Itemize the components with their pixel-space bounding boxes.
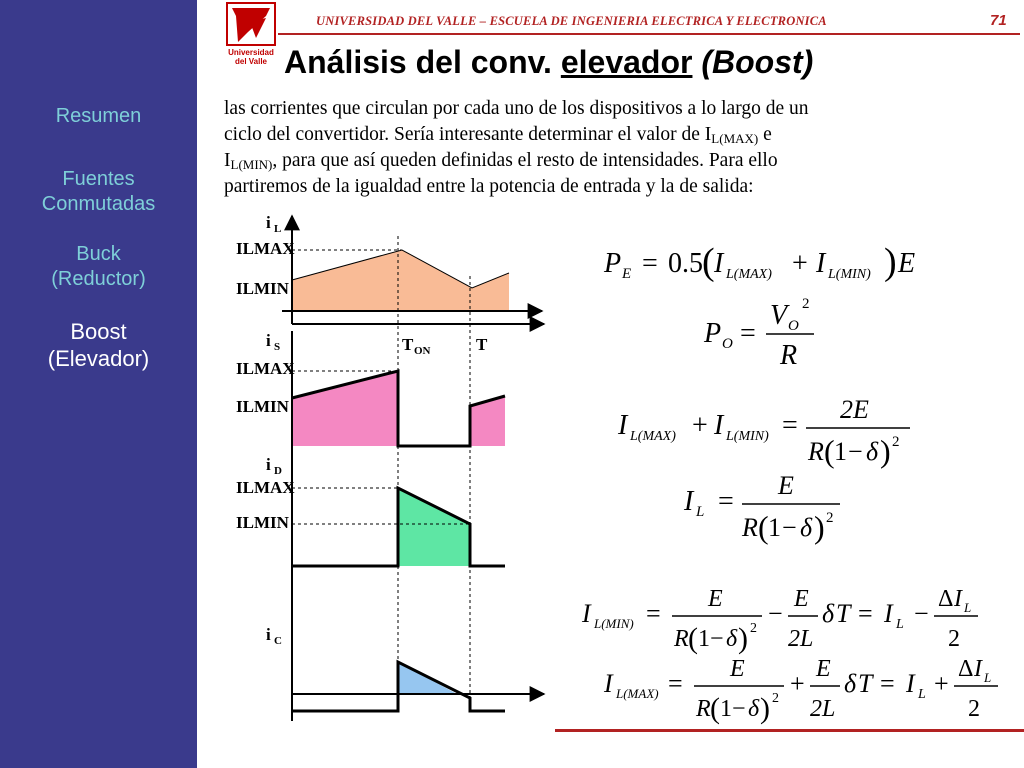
body-line3-start: I [224,150,231,171]
eq4-eq: = [718,486,734,517]
il-label: i [266,213,271,232]
slide-number: 71 [990,12,1007,29]
waveform-diagram [222,206,552,726]
il-ilmin-label: ILMIN [236,279,289,298]
body-paragraph [224,96,1000,200]
eq6-eq1: = [668,669,683,698]
nav-item-resumen[interactable]: Resumen [55,105,142,127]
id-ilmin-label: ILMIN [236,513,289,532]
eq1-rp: ) [884,241,897,283]
ic-label-sub: C [274,635,282,647]
eq6-delta: δ [844,669,857,698]
sidebar [0,0,197,768]
eq6-den3: 2 [968,696,980,722]
title-part3: (Boost) [692,44,814,80]
eq2-eq: = [740,318,756,349]
eq3-i2: I [714,410,724,441]
ton-label: T [402,335,414,354]
eq5-den-rp: ) [738,622,748,655]
eq5-sub-min: L(MIN) [594,616,634,631]
is-label: i [266,331,271,350]
eq6-den-sq: 2 [772,691,779,706]
is-ilmax-label: ILMAX [236,359,295,378]
id-label: i [266,455,271,474]
eq2-sub-o: O [722,336,733,352]
nav-item-fuentes-conmutadas[interactable]: Fuentes Conmutadas [41,168,156,215]
is-waveform-fill-1 [292,371,398,446]
eq6-sub-max: L(MAX) [616,686,659,701]
header-institution: UNIVERSIDAD DEL VALLE – ESCUELA DE INGENIERIA ELECTRICA Y ELECTRONICA [316,14,827,28]
eq4-den-r: R [742,513,758,542]
eq4-den-one: 1 [768,513,781,542]
eq3-num: 2E [840,395,869,424]
logo-text-line1: Universidad [228,48,274,57]
eq3-sub-max: L(MAX) [630,429,676,444]
eq6-num3-i: I [974,656,982,682]
eq4-den-delta: δ [800,513,813,542]
eq6-num2: E [816,656,831,682]
eq6-den-one: 1 [720,696,732,722]
eq6-den-delta: δ [748,696,760,722]
il-ilmax-label: ILMAX [236,239,295,258]
eq3-den-lp: ( [824,433,835,469]
eq5-num3-sub: L [964,600,972,615]
ic-label: i [266,625,271,644]
eq3-den-one: 1 [834,437,847,466]
header-divider [278,33,1020,35]
equation-il-max [604,654,1004,731]
eq6-i: I [604,669,613,698]
eq5-num1: E [708,586,723,612]
eq5-minus: − [768,599,783,628]
eq1-e: E [898,248,916,279]
body-line3-sub: L(MIN) [230,157,273,172]
id-ilmax-label: ILMAX [236,478,295,497]
eq3-eq: = [782,410,798,441]
eq5-num3-delta: Δ [938,586,954,612]
equation-il [684,470,844,557]
eq4-den-lp: ( [758,509,769,545]
eq5-num2: E [794,586,809,612]
eq1-i2: I [816,248,826,279]
is-label-sub: S [274,341,281,353]
body-line2-text: ciclo del convertidor. Sería interesante determinar el valor de I [224,124,712,145]
eq5-den-one: 1 [698,626,710,652]
eq1-plus: + [792,248,808,279]
eq5-eq1: = [646,599,661,628]
eq5-num3-i: I [954,586,962,612]
eq1-i1: I [714,248,724,279]
body-line1: las corrientes que circulan por cada uno de los dispositivos a lo largo de un [224,98,809,119]
eq5-den-delta: δ [726,626,738,652]
body-line2-sub: L(MAX) [711,131,759,146]
eq3-i1: I [618,410,628,441]
equation-input-power [604,242,934,289]
eq3-den-delta: δ [866,437,879,466]
nav-item-buck[interactable]: Buck (Reductor) [51,243,146,290]
eq1-eq: = [642,248,658,279]
eq6-plus2: + [934,669,949,698]
id-label-sub: D [274,465,282,477]
eq4-den-rp: ) [814,509,825,545]
eq4-i: I [684,486,694,517]
eq5-delta: δ [822,599,835,628]
is-ilmin-label: ILMIN [236,397,289,416]
id-waveform-fill [398,488,470,566]
equation-current-sum [618,394,918,481]
eq1-sub-min: L(MIN) [828,267,871,282]
ton-label-sub: ON [414,345,431,357]
eq2-v: V [770,300,788,331]
eq6-plus: + [790,669,805,698]
equation-il-min [582,584,1002,661]
eq5-den-minus: − [710,626,724,652]
eq5-il: I [884,599,893,628]
eq5-den-lp: ( [688,622,698,655]
eq6-il-sub: L [918,687,926,702]
eq4-den-minus: − [782,513,797,542]
il-waveform-fill [292,250,509,311]
body-line2 [224,122,1000,148]
eq3-den-sq: 2 [892,434,900,450]
title-part1: Análisis del conv. [284,44,561,80]
eq1-p: P [604,248,622,279]
eq3-sub-min: L(MIN) [726,429,769,444]
eq1-lp: ( [702,241,715,283]
eq1-half: 0.5 [668,248,703,279]
eq5-den3: 2 [948,626,960,652]
nav-item-boost[interactable]: Boost (Elevador) [47,319,150,371]
eq6-num1: E [730,656,745,682]
body-line2-end: e [758,124,772,145]
eq2-r: R [780,340,798,371]
eq6-eq2: = [880,669,895,698]
page-title [284,44,813,81]
period-label: T [476,335,488,354]
eq5-eq2: = [858,599,873,628]
eq3-den-minus: − [848,437,863,466]
eq3-plus: + [692,410,708,441]
equation-output-power [704,294,834,381]
eq5-i: I [582,599,591,628]
body-line4: partiremos de la igualdad entre la potencia de entrada y la de salida: [224,176,754,197]
eq1-sub-e: E [622,266,632,282]
eq1-sub-max: L(MAX) [726,267,772,282]
footer-divider [555,729,1024,732]
eq6-num3-delta: Δ [958,656,974,682]
eq5-den-r: R [674,626,689,652]
body-line3 [224,148,1000,174]
body-line3-end: , para que así queden definidas el resto de intensidades. Para ello [272,150,778,171]
eq2-p: P [704,318,722,349]
eq5-den2: 2L [788,626,814,652]
eq2-sq: 2 [802,296,810,312]
title-part2: elevador [560,44,693,80]
eq5-t: T [836,599,851,628]
eq2-sub-o2: O [788,318,799,334]
eq3-den-rp: ) [880,433,891,469]
eq5-den-sq: 2 [750,621,757,636]
eq6-den-minus: − [732,696,746,722]
eq5-il-sub: L [896,617,904,632]
il-label-sub: L [274,223,282,235]
eq6-den2: 2L [810,696,836,722]
eq6-t: T [858,669,873,698]
eq4-den-sq: 2 [826,510,834,526]
logo-text-line2: del Valle [234,57,268,66]
university-logo [226,2,276,70]
eq4-num: E [778,471,794,500]
eq6-den-r: R [696,696,711,722]
logo-icon [226,2,276,70]
eq6-il: I [906,669,915,698]
eq3-den-r: R [808,437,824,466]
eq6-den-lp: ( [710,692,720,725]
eq6-den-rp: ) [760,692,770,725]
eq5-minus2: − [914,599,929,628]
eq4-sub-l: L [696,504,705,520]
eq6-num3-sub: L [984,670,992,685]
